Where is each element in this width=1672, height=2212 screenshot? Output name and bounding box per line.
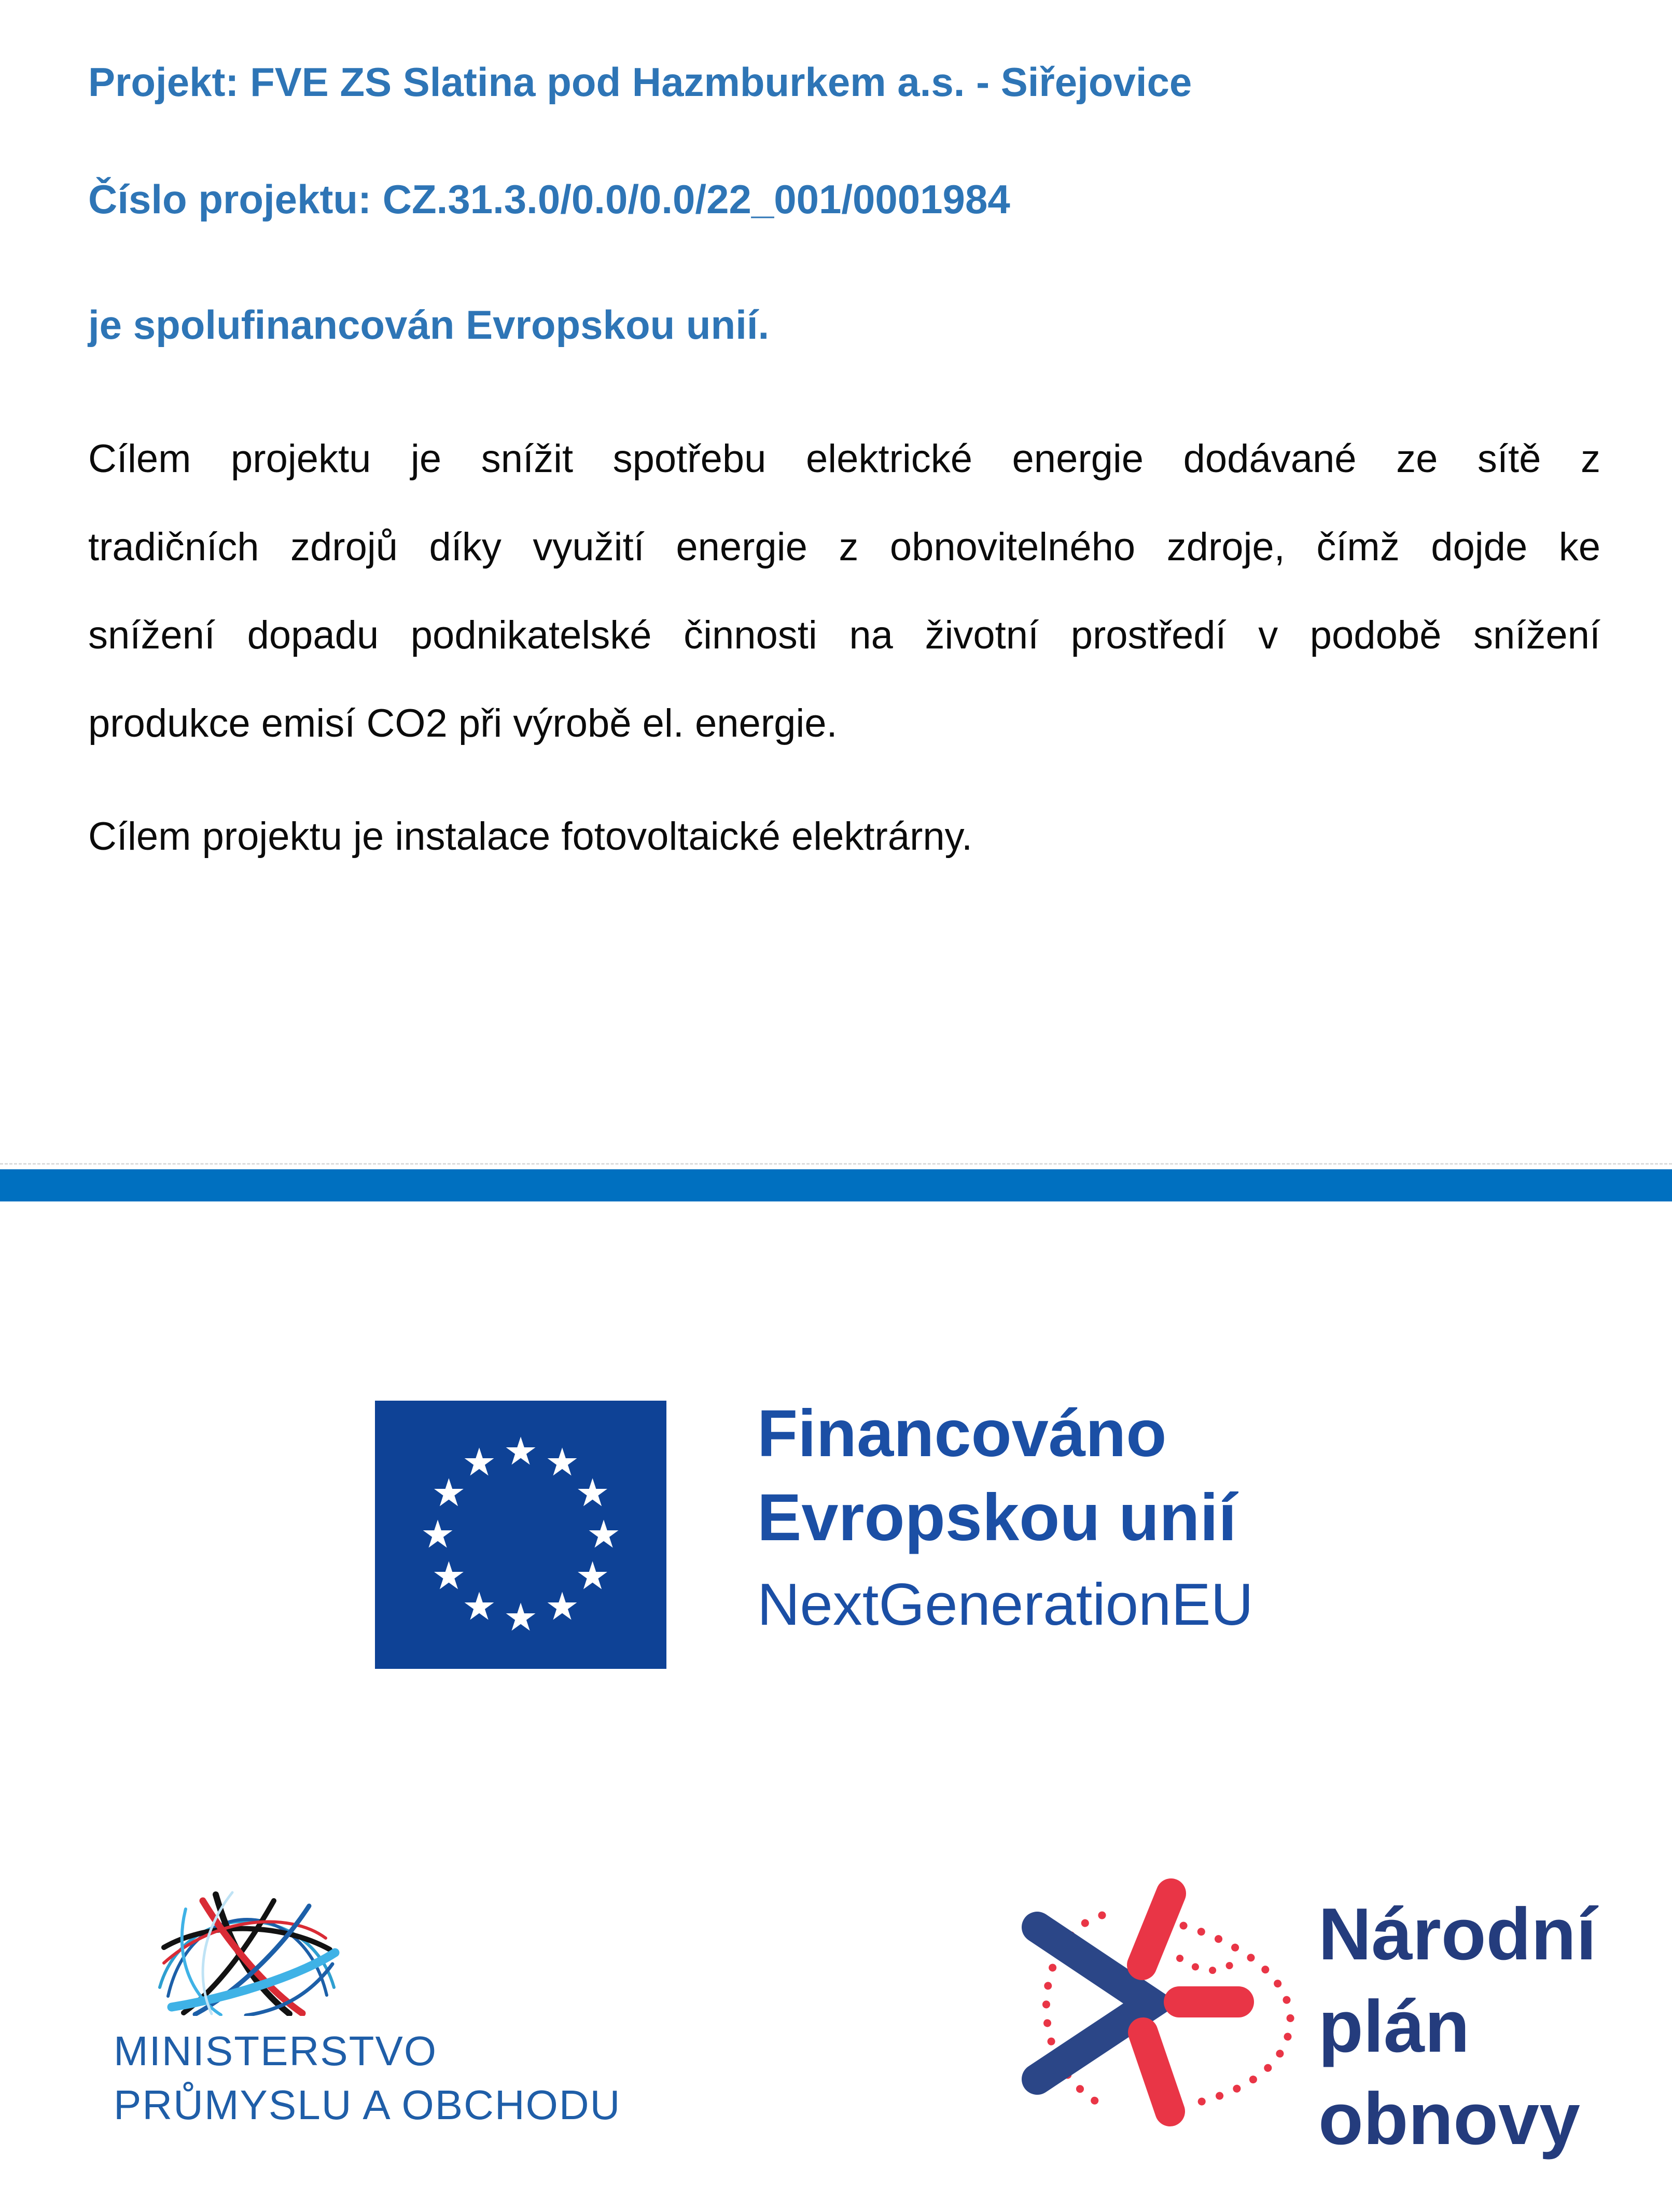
blue-divider-bar bbox=[0, 1169, 1672, 1201]
eu-star-icon: ★ bbox=[462, 1584, 497, 1628]
eu-emblem-text-evropskou-unii: Evropskou unií bbox=[757, 1481, 1237, 1555]
faint-dashed-divider bbox=[0, 1163, 1672, 1165]
eu-star-icon: ★ bbox=[462, 1441, 497, 1484]
project-number-heading: Číslo projektu: CZ.31.3.0/0.0/0.0/22_001/0001984 bbox=[88, 176, 1010, 222]
eu-emblem-text-financovano: Financováno bbox=[757, 1397, 1167, 1471]
ministry-name bbox=[114, 2024, 621, 2132]
eu-star-icon: ★ bbox=[420, 1513, 455, 1556]
eu-star-icon: ★ bbox=[545, 1441, 580, 1484]
npo-mark-icon bbox=[1001, 1868, 1322, 2158]
eu-emblem-text-nextgenerationeu: NextGenerationEU bbox=[757, 1572, 1253, 1638]
ministry-name-line2: PRŮMYSLU A OBCHODU bbox=[114, 2082, 621, 2128]
eu-star-icon: ★ bbox=[575, 1471, 610, 1514]
eu-star-icon: ★ bbox=[545, 1584, 580, 1628]
eu-star-icon: ★ bbox=[503, 1596, 538, 1639]
eu-star-icon: ★ bbox=[575, 1554, 610, 1597]
paragraph-line: produkce emisí CO2 při výrobě el. energie. bbox=[88, 701, 838, 745]
project-title-heading: Projekt: FVE ZS Slatina pod Hazmburkem a.s. - Siřejovice bbox=[88, 59, 1192, 105]
paragraph-line: snížení dopadu podnikatelské činnosti na životní prostředí v podobě snížení bbox=[88, 613, 1600, 657]
eu-star-icon: ★ bbox=[503, 1430, 538, 1473]
eu-star-icon: ★ bbox=[431, 1554, 466, 1597]
eu-star-icon: ★ bbox=[431, 1471, 466, 1514]
project-goal-paragraph bbox=[88, 415, 1600, 768]
eu-flag bbox=[375, 1401, 666, 1669]
npo-name-line1: Národní bbox=[1318, 1893, 1597, 1975]
paragraph-line: tradičních zdrojů díky využití energie z obnovitelného zdroje, čímž dojde ke bbox=[88, 525, 1600, 569]
npo-name bbox=[1318, 1888, 1596, 2165]
installation-goal-paragraph: Cílem projektu je instalace fotovoltaické elektrárny. bbox=[88, 814, 973, 859]
npo-name-line2: plán bbox=[1318, 1985, 1470, 2068]
ministry-globe-icon bbox=[154, 1886, 340, 2016]
paragraph-line: Cílem projektu je snížit spotřebu elektrické energie dodávané ze sítě z bbox=[88, 437, 1600, 481]
cofinanced-heading: je spolufinancován Evropskou unií. bbox=[88, 302, 770, 348]
npo-name-line3: obnovy bbox=[1318, 2078, 1580, 2160]
eu-star-icon: ★ bbox=[586, 1513, 621, 1556]
ministry-name-line1: MINISTERSTVO bbox=[114, 2028, 438, 2074]
